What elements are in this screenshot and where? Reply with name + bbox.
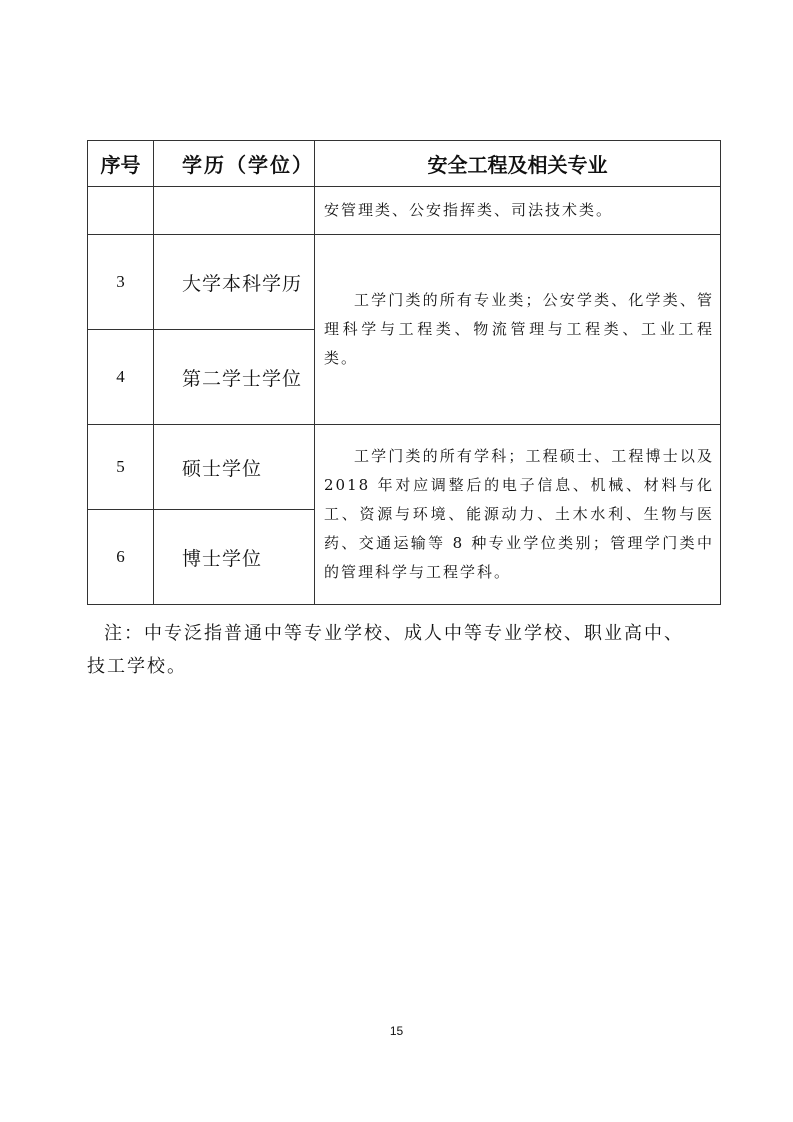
table-row-continued [88, 187, 721, 235]
header-degree: 学历（学位） [154, 141, 315, 187]
majors-group-b: 工学门类的所有学科；工程硕士、工程博士以及 2018 年对应调整后的电子信息、机械、材料与化工、资源与环境、能源动力、土木水利、生物与医药、交通运输等 8 种专业学位类别；管理学门类中的管理科学与工程学科。 [315, 425, 721, 605]
note-line-1: 注：中专泛指普通中等专业学校、成人中等专业学校、职业高中、 [104, 623, 684, 644]
table-cell-empty [154, 187, 315, 235]
row-degree: 硕士学位 [154, 425, 315, 510]
header-serial: 序号 [88, 141, 154, 187]
table-note [87, 617, 704, 683]
majors-group-a: 工学门类的所有专业类；公安学类、化学类、管理科学与工程类、物流管理与工程类、工业工程类。 [315, 235, 721, 425]
majors-table [87, 140, 721, 605]
table-row [88, 235, 721, 330]
continuation-majors: 安管理类、公安指挥类、司法技术类。 [315, 187, 721, 235]
row-number: 3 [88, 235, 154, 330]
row-number: 4 [88, 330, 154, 425]
row-degree: 博士学位 [154, 510, 315, 605]
table-row [88, 425, 721, 510]
page-number: 15 [389, 1024, 404, 1038]
row-degree: 大学本科学历 [154, 235, 315, 330]
row-number: 6 [88, 510, 154, 605]
table-cell-empty [88, 187, 154, 235]
note-line-2: 技工学校。 [87, 656, 187, 677]
table-header-row [88, 141, 721, 187]
header-majors: 安全工程及相关专业 [315, 141, 721, 187]
row-degree: 第二学士学位 [154, 330, 315, 425]
row-number: 5 [88, 425, 154, 510]
